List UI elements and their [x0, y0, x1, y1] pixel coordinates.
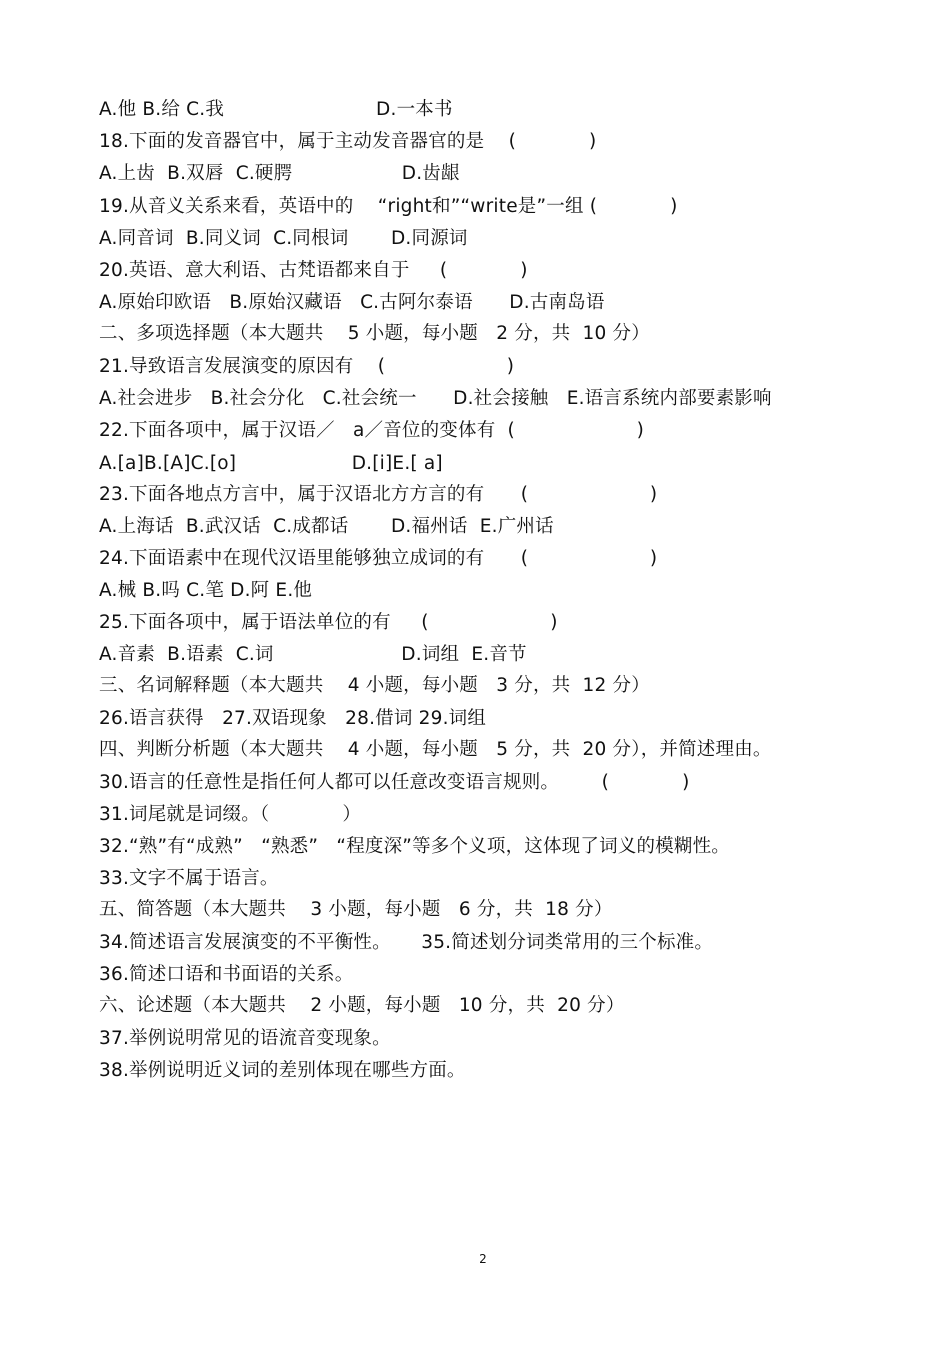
- question-25: 25.下面各项中，属于语法单位的有 ( ): [99, 612, 558, 633]
- question-32: 32.“熟”有“成熟” “熟悉” “程度深”等多个义项，这体现了词义的模糊性。: [99, 836, 730, 857]
- answer-options-19: A.同音词 B.同义词 C.同根词 D.同源词: [99, 228, 468, 249]
- section-heading-4: 四、判断分析题（本大题共 4 小题，每小题 5 分，共 20 分），并简述理由。: [99, 739, 772, 760]
- question-31: 31.词尾就是词缀。（ ）: [99, 804, 362, 825]
- answer-options-25: A.音素 B.语素 C.词 D.词组 E.音节: [99, 644, 527, 665]
- question-30: 30.语言的任意性是指任何人都可以任意改变语言规则。 ( ): [99, 772, 690, 793]
- section-heading-5: 五、简答题（本大题共 3 小题，每小题 6 分，共 18 分）: [99, 899, 613, 920]
- answer-options-24: A.械 B.吗 C.笔 D.阿 E.他: [99, 580, 313, 601]
- section-heading-2: 二、多项选择题（本大题共 5 小题，每小题 2 分，共 10 分）: [99, 323, 650, 344]
- answer-options-18: A.上齿 B.双唇 C.硬腭 D.齿龈: [99, 163, 460, 184]
- question-24: 24.下面语素中在现代汉语里能够独立成词的有 ( ): [99, 548, 658, 569]
- answer-options-17: A.他 B.给 C.我 D.一本书: [99, 99, 453, 120]
- question-33: 33.文字不属于语言。: [99, 868, 279, 889]
- question-22: 22.下面各项中，属于汉语／ a／音位的变体有 ( ): [99, 420, 645, 441]
- question-36: 36.简述口语和书面语的关系。: [99, 964, 354, 985]
- term-list: 26.语言获得 27.双语现象 28.借词 29.词组: [99, 708, 487, 729]
- question-21: 21.导致语言发展演变的原因有 ( ): [99, 356, 515, 377]
- question-23: 23.下面各地点方言中，属于汉语北方方言的有 ( ): [99, 484, 658, 505]
- answer-options-21: A.社会进步 B.社会分化 C.社会统一 D.社会接触 E.语言系统内部要素影响: [99, 388, 772, 409]
- question-18: 18.下面的发音器官中，属于主动发音器官的是 ( ): [99, 131, 597, 152]
- answer-options-23: A.上海话 B.武汉话 C.成都话 D.福州话 E.广州话: [99, 516, 554, 537]
- question-37: 37.举例说明常见的语流音变现象。: [99, 1028, 391, 1049]
- question-38: 38.举例说明近义词的差别体现在哪些方面。: [99, 1060, 466, 1081]
- question-19: 19.从音义关系来看，英语中的 “right和”“write是”一组 ( ): [99, 196, 678, 217]
- answer-options-22: A.[a]B.[A]C.[o] D.[i]E.[ a]: [99, 453, 443, 474]
- questions-34-35: 34.简述语言发展演变的不平衡性。 35.简述划分词类常用的三个标准。: [99, 932, 714, 953]
- section-heading-6: 六、论述题（本大题共 2 小题，每小题 10 分，共 20 分）: [99, 995, 625, 1016]
- question-20: 20.英语、意大利语、古梵语都来自于 ( ): [99, 260, 528, 281]
- section-heading-3: 三、名词解释题（本大题共 4 小题，每小题 3 分，共 12 分）: [99, 675, 650, 696]
- answer-options-20: A.原始印欧语 B.原始汉藏语 C.古阿尔泰语 D.古南岛语: [99, 292, 605, 313]
- page-number: 2: [479, 1252, 487, 1266]
